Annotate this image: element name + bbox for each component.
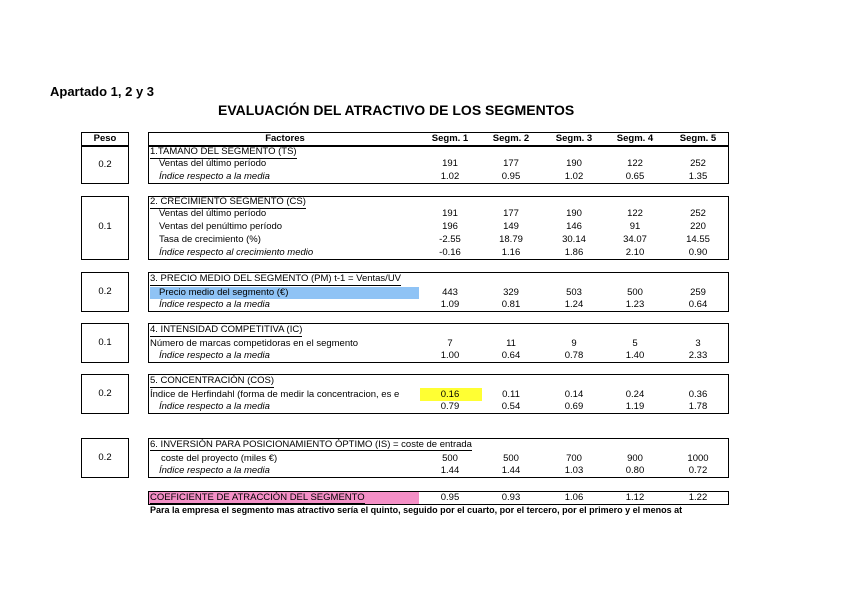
row-label: Ventas del último período	[159, 158, 267, 169]
cell-value: 1.02	[440, 171, 460, 182]
cell-value: 252	[690, 208, 706, 219]
row-label: Número de marcas competidoras en el segmento	[150, 338, 359, 349]
cell-value: 1.40	[625, 350, 645, 361]
segment-header-3: Segm. 3	[555, 133, 593, 144]
row-label: Índice respecto a la media	[159, 401, 270, 412]
cell-value: 500	[442, 453, 458, 464]
coefficient-value: 1.06	[564, 492, 584, 503]
cell-value: 149	[503, 221, 519, 232]
section-title: Apartado 1, 2 y 3	[50, 84, 155, 99]
factor-group-3	[148, 272, 729, 312]
factor-group-6	[148, 438, 729, 478]
cell-value: 0.90	[688, 247, 708, 258]
factores-header: Factores	[265, 133, 305, 144]
segment-header-1: Segm. 1	[431, 133, 469, 144]
weight-cell-4	[81, 323, 129, 363]
row-label: Índice respecto a la media	[159, 465, 270, 476]
cell-value: 0.81	[501, 299, 521, 310]
row-label: Índice respecto a la media	[159, 350, 270, 361]
group-title-4: 4. INTENSIDAD COMPETITIVA (IC)	[150, 324, 303, 335]
cell-value: 329	[503, 287, 519, 298]
cell-value: 503	[566, 287, 582, 298]
cell-value: 34.07	[623, 234, 647, 245]
cell-value: 1.44	[501, 465, 521, 476]
cell-value: 700	[566, 453, 582, 464]
cell-value: 14.55	[686, 234, 710, 245]
cell-value: 1.03	[564, 465, 584, 476]
cell-value: 0.11	[502, 389, 520, 400]
cell-value: 1000	[687, 453, 709, 464]
cell-value: 0.14	[564, 389, 584, 400]
row-label: Ventas del penúltimo período	[159, 221, 283, 232]
cell-value: 196	[442, 221, 458, 232]
cell-value: 0.16	[440, 389, 460, 400]
cell-value: 220	[690, 221, 706, 232]
cell-value: 1.19	[625, 401, 645, 412]
page-title: EVALUACIÓN DEL ATRACTIVO DE LOS SEGMENTOS	[218, 102, 575, 118]
row-label: Precio medio del segmento (€)	[159, 287, 289, 298]
weight-5: 0.2	[98, 388, 112, 399]
group-title-3: 3. PRECIO MEDIO DEL SEGMENTO (PM) t-1 = Ventas/UV	[150, 273, 402, 284]
weight-1: 0.2	[98, 159, 112, 170]
cell-value: 7	[447, 338, 453, 349]
cell-value: 122	[627, 208, 643, 219]
cell-value: 0.36	[688, 389, 708, 400]
cell-value: 259	[690, 287, 706, 298]
cell-value: 190	[566, 158, 582, 169]
factor-group-4	[148, 323, 729, 363]
cell-value: 91	[629, 221, 641, 232]
cell-value: 1.24	[564, 299, 584, 310]
conclusion-text: Para la empresa el segmento mas atractivo sería el quinto, seguido por el cuarto, por el tercero, por el primero y el menos at	[150, 505, 683, 515]
weight-cell-2	[81, 196, 129, 260]
peso-header: Peso	[93, 133, 117, 144]
cell-value: 1.02	[564, 171, 584, 182]
weight-cell-3	[81, 272, 129, 312]
cell-value: 191	[442, 208, 458, 219]
cell-value: 1.23	[625, 299, 645, 310]
cell-value: 2.33	[688, 350, 708, 361]
segment-header-4: Segm. 4	[616, 133, 654, 144]
group-title-6	[150, 439, 472, 451]
cell-value: 1.00	[440, 350, 460, 361]
row-label: Índice de Herfindahl (forma de medir la concentracion, es e	[150, 389, 400, 400]
cell-value: 11	[506, 338, 516, 349]
cell-value: 3	[695, 338, 701, 349]
weight-cell-1	[81, 146, 129, 184]
cell-value: 0.72	[688, 465, 708, 476]
coefficient-value: 1.22	[688, 492, 708, 503]
cell-value: 0.79	[440, 401, 460, 412]
row-label: Índice respecto a la media	[159, 299, 270, 310]
row-label: Tasa de crecimiento (%)	[159, 234, 261, 245]
weight-3: 0.2	[98, 286, 112, 297]
cell-value: 1.16	[501, 247, 521, 258]
row-label: Índice respecto a la media	[159, 171, 270, 182]
cell-value: 1.86	[564, 247, 584, 258]
cell-value: 443	[442, 287, 458, 298]
cell-value: 252	[690, 158, 706, 169]
coefficient-value: 1.12	[625, 492, 645, 503]
cell-value: 500	[503, 453, 519, 464]
peso-header-cell	[81, 132, 129, 146]
cell-value: 0.64	[688, 299, 708, 310]
cell-value: 500	[627, 287, 643, 298]
group-title-2: 2. CRECIMIENTO SEGMENTO (CS)	[150, 196, 306, 207]
cell-value: 9	[571, 338, 577, 349]
cell-value: 190	[566, 208, 582, 219]
factor-group-5	[148, 374, 729, 414]
cell-value: 1.44	[440, 465, 460, 476]
cell-value: 146	[566, 221, 582, 232]
factor-group-2	[148, 196, 729, 260]
cell-value: 1.35	[688, 171, 708, 182]
row-label: coste del proyecto (miles €)	[161, 453, 278, 464]
weight-cell-6	[81, 438, 129, 478]
group-title-5: 5. CONCENTRACIÓN (COS)	[150, 375, 275, 386]
row-label: Ventas del último período	[159, 208, 267, 219]
cell-value: 2.10	[625, 247, 645, 258]
coefficient-value: 0.93	[501, 492, 521, 503]
cell-value: 900	[627, 453, 643, 464]
cell-value: 30.14	[562, 234, 586, 245]
coefficient-row	[148, 491, 729, 505]
group-title-6-text: 6. INVERSIÓN PARA POSICIONAMIENTO ÓPTIMO (IS) = coste de entrada	[150, 439, 472, 450]
cell-value: 191	[442, 158, 458, 169]
cell-value: 0.69	[564, 401, 584, 412]
cell-value: 18.79	[499, 234, 523, 245]
cell-value: 177	[503, 208, 519, 219]
cell-value: 0.95	[501, 171, 521, 182]
coefficient-label-text: COEFICIENTE DE ATRACCIÓN DEL SEGMENTO	[150, 492, 365, 503]
weight-6: 0.2	[98, 452, 112, 463]
row-label: Índice respecto al crecimiento medio	[159, 247, 314, 258]
factores-header-row	[148, 132, 729, 146]
cell-value: 177	[503, 158, 519, 169]
coefficient-label	[150, 492, 365, 504]
factor-group-1	[148, 146, 729, 184]
cell-value: 0.64	[501, 350, 521, 361]
segment-header-2: Segm. 2	[492, 133, 530, 144]
segment-header-5: Segm. 5	[679, 133, 717, 144]
weight-2: 0.1	[98, 221, 112, 232]
group-title-1: 1.TAMAÑO DEL SEGMENTO (TS)	[150, 146, 297, 157]
cell-value: 5	[632, 338, 638, 349]
cell-value: -0.16	[439, 247, 461, 258]
cell-value: 0.65	[625, 171, 645, 182]
coefficient-value: 0.95	[440, 492, 460, 503]
weight-4: 0.1	[98, 337, 112, 348]
cell-value: 0.24	[625, 389, 645, 400]
cell-value: 0.78	[564, 350, 584, 361]
cell-value: 0.54	[501, 401, 521, 412]
cell-value: 0.80	[625, 465, 645, 476]
cell-value: 122	[627, 158, 643, 169]
cell-value: 1.09	[440, 299, 460, 310]
cell-value: 1.78	[688, 401, 708, 412]
cell-value: -2.55	[439, 234, 461, 245]
weight-cell-5	[81, 374, 129, 414]
